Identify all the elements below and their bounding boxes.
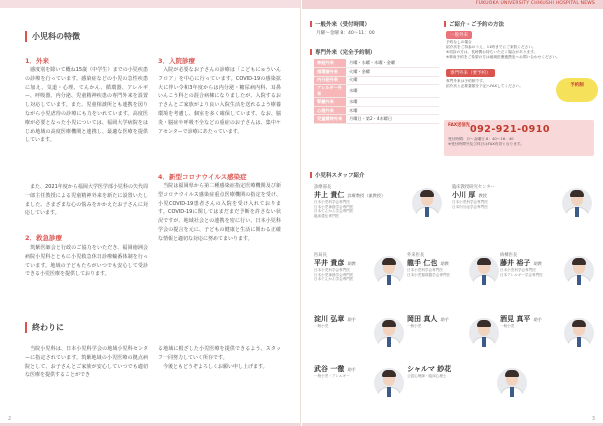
staff-position: 助教 — [347, 261, 356, 266]
staff-position: 教授 — [478, 193, 487, 198]
top-band — [0, 0, 300, 8]
schedule-clinic: 神経外来 — [314, 59, 346, 68]
staff-role: 医局長 — [314, 253, 327, 258]
referral-title: ご紹介・ご予約の方法 — [444, 20, 504, 28]
staff-photo — [497, 368, 527, 398]
staff-card — [407, 314, 499, 364]
left-page — [0, 0, 301, 426]
schedule-clinic: 循環器外来 — [314, 68, 346, 77]
fax-label: FAX送信先 — [448, 123, 470, 128]
closing-title: 終わりに — [25, 322, 64, 333]
schedule-days: 月曜日・第2・4木曜日 — [346, 115, 439, 124]
staff-position: 助手 — [440, 317, 449, 322]
staff-title: 小児科スタッフ紹介 — [310, 171, 365, 179]
staff-photo — [469, 256, 499, 286]
staff-name-text: 岡田 真人 — [407, 315, 438, 323]
staff-photo — [374, 368, 404, 398]
staff-name-text: 淀川 弘章 — [314, 315, 345, 323]
staff-role: 臨床教授研究センター — [452, 185, 495, 190]
staff-card — [314, 314, 404, 364]
schedule-clinic: 心理外来 — [314, 106, 346, 115]
staff-name-text: 龍手 仁也 — [407, 259, 438, 267]
schedule-clinic: 腎臓外来 — [314, 98, 346, 107]
staff-name-text: シャルマ 紗花 — [407, 365, 452, 373]
staff-card — [314, 252, 404, 302]
staff-note: 一般小児 — [314, 324, 329, 328]
schedule-row — [314, 98, 439, 107]
heading-inpatient: 3．入院診療 — [158, 57, 196, 65]
schedule-clinic: 内分泌外来 — [314, 76, 346, 85]
staff-card — [500, 252, 594, 302]
page-number: 2 — [8, 416, 12, 422]
referral-general-label: 一般外来 — [446, 31, 472, 39]
heading-emergency: 2．救急診療 — [25, 234, 63, 242]
staff-note: 日本小児科学会専門医 日本小児神経学会専門医 日本てんかん学会専門医 — [314, 268, 354, 282]
general-outpatient-hours: 月曜〜金曜 8：40〜11：00 — [316, 31, 375, 36]
header-tag: FUKUOKA UNIVERSITY CHIKUSHI HOSPITAL NEWS — [475, 1, 595, 6]
staff-card — [500, 314, 594, 364]
staff-role: 病棟医長 — [500, 253, 518, 258]
closing-text-2: る地域に根ざした小児医療を提供できるよう、スタッフ一同努力していく所存です。 今後ともどうぞよろしくお願い申し上げます。 — [158, 346, 281, 370]
staff-card — [314, 364, 404, 414]
text-covid: 当院は福岡県から第二種感染症指定医療機関及び新型コロナウイルス感染症重点医療機関の指定を受け、小児COVID-19患者さんの入院を受け入れております。COVID-19に関してはまだまだ予断を許さない状況ですが、地域社会との連携を密に行い、日本小児科学会の提言を元に、子どもの健康と生活に関わる正確な情報と適切な対応に努めてまいります。 — [158, 183, 281, 242]
schedule-row — [314, 68, 439, 77]
staff-name-text: 武谷 一徹 — [314, 365, 345, 373]
heading-outpatient: 1．外来 — [25, 57, 50, 65]
staff-note: 公認心理師・臨床心理士 — [407, 374, 447, 378]
staff-role: 診療部長 — [314, 185, 332, 190]
staff-note: 日本小児科学会専門医 日本小児循環器学会専門医 — [407, 268, 451, 277]
schedule-days: 水曜 — [346, 85, 439, 98]
staff-name-text: 藤井 裕子 — [500, 259, 531, 267]
page-title: 小児科の特徴 — [25, 31, 80, 42]
closing-text-1: 当院小児科は、日本小児科学会の地域小児科センターに指定されています。筑紫地域の小児医療の拠点病院として、お子さんとご家族が安心していつでも適切な医療を提供することができ — [25, 346, 148, 379]
special-outpatient-table — [314, 59, 439, 124]
staff-card — [314, 184, 442, 234]
staff-position: 診療教授（兼教授） — [347, 193, 386, 198]
schedule-clinic: アレルギー外来 — [314, 85, 346, 98]
schedule-days: 火曜 — [346, 76, 439, 85]
fax-number[interactable]: 092-921-0910 — [470, 124, 550, 135]
schedule-clinic: 児童精神外来 — [314, 115, 346, 124]
referral-general-text: 予約なしの場合 紹介状をご持参のうえ、11時までにご来院ください。 ※初診の方は、長時間お待ちいただく場合があります。 ※事前予約をご希望の方は地域医療連携室へお問い合わせください。 — [446, 40, 560, 59]
staff-photo — [564, 318, 594, 348]
staff-card — [407, 252, 499, 302]
referral-special-label: 専門外来（要予約） — [446, 69, 495, 77]
heading-covid: 4．新型コロナウイルス感染症 — [158, 173, 247, 181]
staff-note: 日本小児科学会専門医 日本アレルギー学会専門医 — [500, 268, 543, 277]
staff-position: 助手 — [347, 367, 356, 372]
staff-role: 外来医長 — [407, 253, 425, 258]
right-page — [302, 0, 603, 426]
staff-photo — [412, 188, 442, 218]
staff-name-text: 平井 貴彦 — [314, 259, 345, 267]
staff-card — [407, 364, 527, 414]
special-outpatient-title: 専門外来（完全予約制） — [310, 48, 376, 56]
schedule-days: 水曜 — [346, 98, 439, 107]
schedule-row — [314, 106, 439, 115]
staff-position: 助手 — [347, 317, 356, 322]
staff-photo — [469, 318, 499, 348]
staff-name-text: 酒見 真平 — [500, 315, 531, 323]
schedule-row — [314, 76, 439, 85]
staff-photo — [564, 256, 594, 286]
staff-photo — [374, 318, 404, 348]
staff-position: 助手 — [533, 317, 542, 322]
staff-photo — [374, 256, 404, 286]
staff-note: 一般小児 — [500, 324, 515, 328]
schedule-row — [314, 85, 439, 98]
staff-photo — [562, 188, 592, 218]
schedule-days: 火曜・金曜 — [346, 68, 439, 77]
text-outpatient-2: また、2021年度から福岡大学医学部小児科の矢代周一郎主任教授による児童精神外来を新たに設置いたしました。さまざまな心の悩みをかかえたお子さんに対応しています。 — [25, 184, 148, 217]
staff-note: 日本小児科学会専門医 日本内分泌学会専門医 — [452, 200, 488, 209]
staff-card — [452, 184, 592, 234]
schedule-days: 月曜・水曜・木曜・金曜 — [346, 59, 439, 68]
general-outpatient-title: 一般外来（受付時間） — [310, 20, 370, 28]
reservation-badge: 予約制 — [556, 78, 598, 102]
schedule-row — [314, 115, 439, 124]
text-inpatient: 入院が必要なお子さんの診療は「こどもにゅういんフロア」を中心に行っています。COVID-19の感染拡大に伴い令和3年度からは内分泌・糖尿病内科、耳鼻いんこう科との混合病棟になりましたが、入院するお子さんとご家族がより良い入院生活を送れるよう療養環境を考慮し、個室を多く確保しています。なお、脳炎・脳症や呼吸不全などの重症のお子さんは、集中ケアセンターで診療にあたっています。 — [158, 67, 281, 135]
text-emergency: 筑紫医師会と行政のご協力をいただき、福岡徳洲会病院小児科とともに小児救急休日診療輪番体制を行っています。地域の子どもたちがいつでも安心して受診できる小児医療を提供しております。 — [25, 245, 148, 278]
staff-note: 日本小児科学会専門医 日本小児神経学会専門医 日本てんかん学会専門医 臨床遺伝専門医 — [314, 200, 354, 218]
text-outpatient: 感度別を除いて概ね15歳（中学生）までの小児疾患の診療を行っています。感染症などの小児の急性疾患に加え、気道・心理、てんかん、循環器、アレルギー、呼吸器、内分泌、児童精神疾患の専門外来を設置し対応しています。また、児童相談所とも連携を図りながら小児虐待の診療にも力をいれています。高度医療が必要となった小児については、福岡大学病院をはじめ地域の高度医療機関と連携し、最適な医療を提供しています。 — [25, 67, 148, 144]
staff-position: 助教 — [440, 261, 449, 266]
staff-name-text: 小川 厚 — [452, 191, 476, 199]
staff-name-text: 井上 貴仁 — [314, 191, 345, 199]
page-number: 3 — [591, 416, 595, 422]
schedule-row — [314, 59, 439, 68]
schedule-days: 木曜 — [346, 106, 439, 115]
staff-position: 助教 — [533, 261, 542, 266]
staff-note: 一般小児 — [407, 324, 422, 328]
referral-special-text: 専門外来は予約制です。 紹介状と必要書類を下記へFAXしてください。 — [446, 79, 523, 88]
fax-hours: 受付時間：月〜金曜日 8：40〜16：40 ※受付時間外及び休日はFAX有効となります。 — [448, 137, 524, 146]
staff-note: 一般小児・アレルギー — [314, 374, 350, 378]
